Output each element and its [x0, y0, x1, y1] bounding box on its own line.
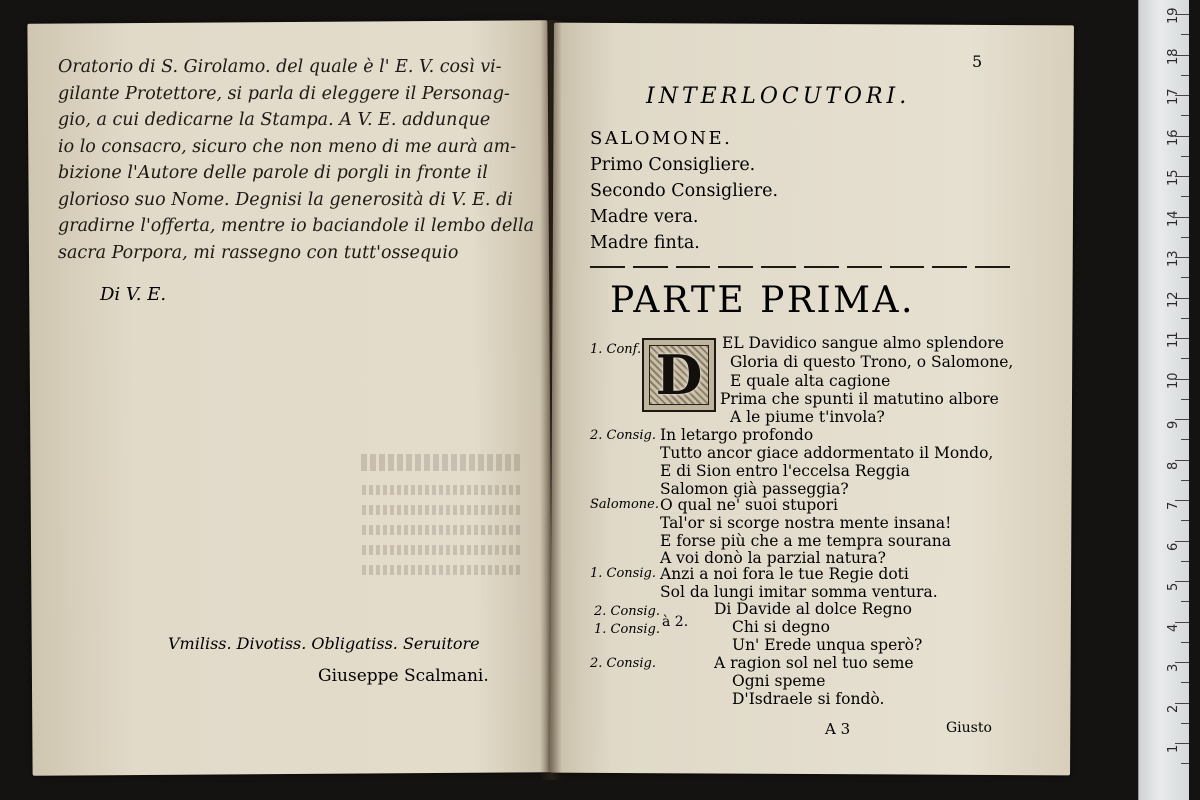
divider-segment — [975, 266, 1010, 268]
ruler-number: 16 — [1166, 128, 1181, 146]
ruler-tick — [1181, 642, 1189, 643]
speaker-label: Salomone. — [590, 497, 659, 512]
divider-segment — [676, 266, 711, 268]
cast-item: Madre vera. — [590, 207, 699, 227]
ruler-number: 14 — [1166, 209, 1181, 227]
verse-line: A ragion sol nel tuo seme — [714, 654, 914, 672]
ruler-tick — [1181, 601, 1189, 602]
ruler-number: 5 — [1166, 582, 1181, 591]
ruler-number: 9 — [1166, 420, 1181, 429]
ruler-number: 4 — [1166, 623, 1181, 632]
signature-name: Giuseppe Scalmani. — [318, 666, 489, 686]
ruler-tick — [1181, 115, 1189, 116]
ruler-number: 3 — [1166, 663, 1181, 672]
ruler-tick — [1181, 439, 1189, 440]
page-number: 5 — [972, 52, 983, 71]
dedication-line: gradirne l'offerta, mentre io baciandole il lembo della — [58, 216, 535, 236]
divider-segment — [804, 266, 839, 268]
dedication-salutation: Di V. E. — [100, 284, 167, 305]
ruler-number: 17 — [1166, 88, 1181, 105]
cast-item: Primo Consigliere. — [590, 155, 756, 175]
ruler-number: 19 — [1166, 7, 1181, 24]
verse-line: O qual ne' suoi stupori — [660, 496, 838, 514]
verse-line: Tal'or si scorge nostra mente insana! — [660, 514, 952, 532]
verse-line: Sol da lungi imitar somma ventura. — [660, 583, 938, 601]
section-divider — [590, 266, 1010, 270]
speaker-label: 1. Conf. — [590, 342, 642, 357]
ruler-number: 18 — [1166, 47, 1181, 65]
verse-line: In letargo profondo — [660, 426, 814, 444]
ruler-tick — [1181, 480, 1189, 481]
ruler-tick — [1175, 460, 1189, 461]
cast-item: SALOMONE. — [590, 128, 733, 149]
verse-line: Un' Erede unqua sperò? — [732, 636, 923, 654]
ruler-tick — [1181, 723, 1189, 724]
ruler-tick — [1181, 156, 1189, 157]
ruler-tick — [1175, 622, 1189, 623]
dedication-line: gio, a cui dedicarne la Stampa. A V. E. addunque — [58, 110, 491, 130]
verse-line: Anzi a noi fora le tue Regie doti — [660, 565, 909, 583]
speaker-label: 2. Consig. — [590, 428, 656, 443]
ruler-number: 11 — [1166, 331, 1181, 348]
ruler-tick — [1181, 277, 1189, 278]
closing-formula: Vmiliss. Divotiss. Obligatiss. Seruitore — [168, 634, 480, 653]
decorated-initial — [642, 338, 716, 412]
divider-segment — [633, 266, 668, 268]
ruler-tick — [1175, 541, 1189, 542]
verse-line: Ogni speme — [732, 672, 826, 690]
ruler-tick — [1181, 561, 1189, 562]
book-gutter — [540, 20, 562, 780]
verse-line: A le piume t'invola? — [730, 408, 885, 426]
ruler-tick — [1181, 34, 1189, 35]
verse-line: Di Davide al dolce Regno — [714, 600, 912, 618]
verse-line: A voi donò la parzial natura? — [660, 549, 886, 567]
ruler-tick — [1181, 358, 1189, 359]
ruler-tick — [1181, 763, 1189, 764]
divider-segment — [847, 266, 882, 268]
interlocutori-heading: INTERLOCUTORI. — [646, 84, 911, 109]
dedication-line: Oratorio di S. Girolamo. del quale è l' E. V. così vi- — [58, 57, 502, 77]
verse-line: E di Sion entro l'eccelsa Reggia — [660, 462, 910, 480]
a-due-marker: à 2. — [662, 614, 689, 630]
ruler-number: 6 — [1166, 542, 1181, 551]
signature-mark: A 3 — [825, 720, 851, 738]
catchword: Giusto — [946, 720, 992, 736]
ruler-number: 10 — [1166, 371, 1181, 389]
verse-line: Tutto ancor giace addormentato il Mondo, — [660, 444, 994, 462]
verse-line: Prima che spunti il matutino albore — [720, 390, 999, 408]
divider-segment — [718, 266, 753, 268]
verse-line: E quale alta cagione — [730, 372, 891, 390]
dedication-line: gilante Protettore, si parla di eleggere il Personag- — [58, 83, 510, 104]
divider-segment — [890, 266, 925, 268]
ruler-number: 12 — [1166, 290, 1181, 308]
dedication-line: glorioso suo Nome. Degnisi la generosità di V. E. di — [58, 189, 513, 210]
ruler-tick — [1181, 682, 1189, 683]
ruler-number: 13 — [1166, 250, 1181, 267]
divider-segment — [761, 266, 796, 268]
dedication-line: sacra Porpora, mi rassegno con tutt'ossequio — [58, 242, 459, 263]
dedication-line: bizione l'Autore delle parole di porgli in fronte il — [58, 163, 488, 183]
ruler-tick — [1181, 237, 1189, 238]
initial-letter: D — [655, 343, 703, 407]
verse-line: Salomon già passeggia? — [660, 480, 849, 498]
dedication-text — [58, 54, 535, 266]
cast-item: Secondo Consigliere. — [590, 181, 779, 201]
ruler-tick — [1181, 318, 1189, 319]
speaker-label: 2. Consig. — [590, 656, 656, 671]
verse-line: Chi si degno — [732, 618, 830, 636]
ruler-tick — [1181, 399, 1189, 400]
speaker-label: 1. Consig. — [594, 622, 660, 637]
verse-line: Gloria di questo Trono, o Salomone, — [730, 353, 1014, 371]
parte-prima-heading: PARTE PRIMA. — [610, 280, 915, 321]
cast-list — [590, 126, 778, 256]
divider-segment — [590, 266, 625, 268]
ruler-tick — [1181, 520, 1189, 521]
verse-line: EL Davidico sangue almo splendore — [722, 334, 1004, 352]
ruler-number: 15 — [1166, 169, 1181, 186]
verse-line: E forse più che a me tempra sourana — [660, 532, 952, 550]
ruler-tick — [1181, 75, 1189, 76]
ruler-tick — [1181, 196, 1189, 197]
speaker-label: 2. Consig. — [594, 604, 660, 619]
measuring-ruler — [1138, 0, 1189, 800]
ruler-number: 7 — [1166, 501, 1181, 510]
speaker-label: 1. Consig. — [590, 566, 656, 581]
cast-item: Madre finta. — [590, 233, 700, 253]
ruler-tick — [1175, 703, 1189, 704]
divider-segment — [932, 266, 967, 268]
ruler-number: 1 — [1166, 744, 1181, 753]
verse-line: D'Isdraele si fondò. — [732, 690, 885, 708]
ruler-number: 2 — [1166, 704, 1181, 713]
ruler-number: 8 — [1166, 461, 1181, 470]
dedication-line: io lo consacro, sicuro che non meno di me aurà am- — [58, 136, 517, 157]
